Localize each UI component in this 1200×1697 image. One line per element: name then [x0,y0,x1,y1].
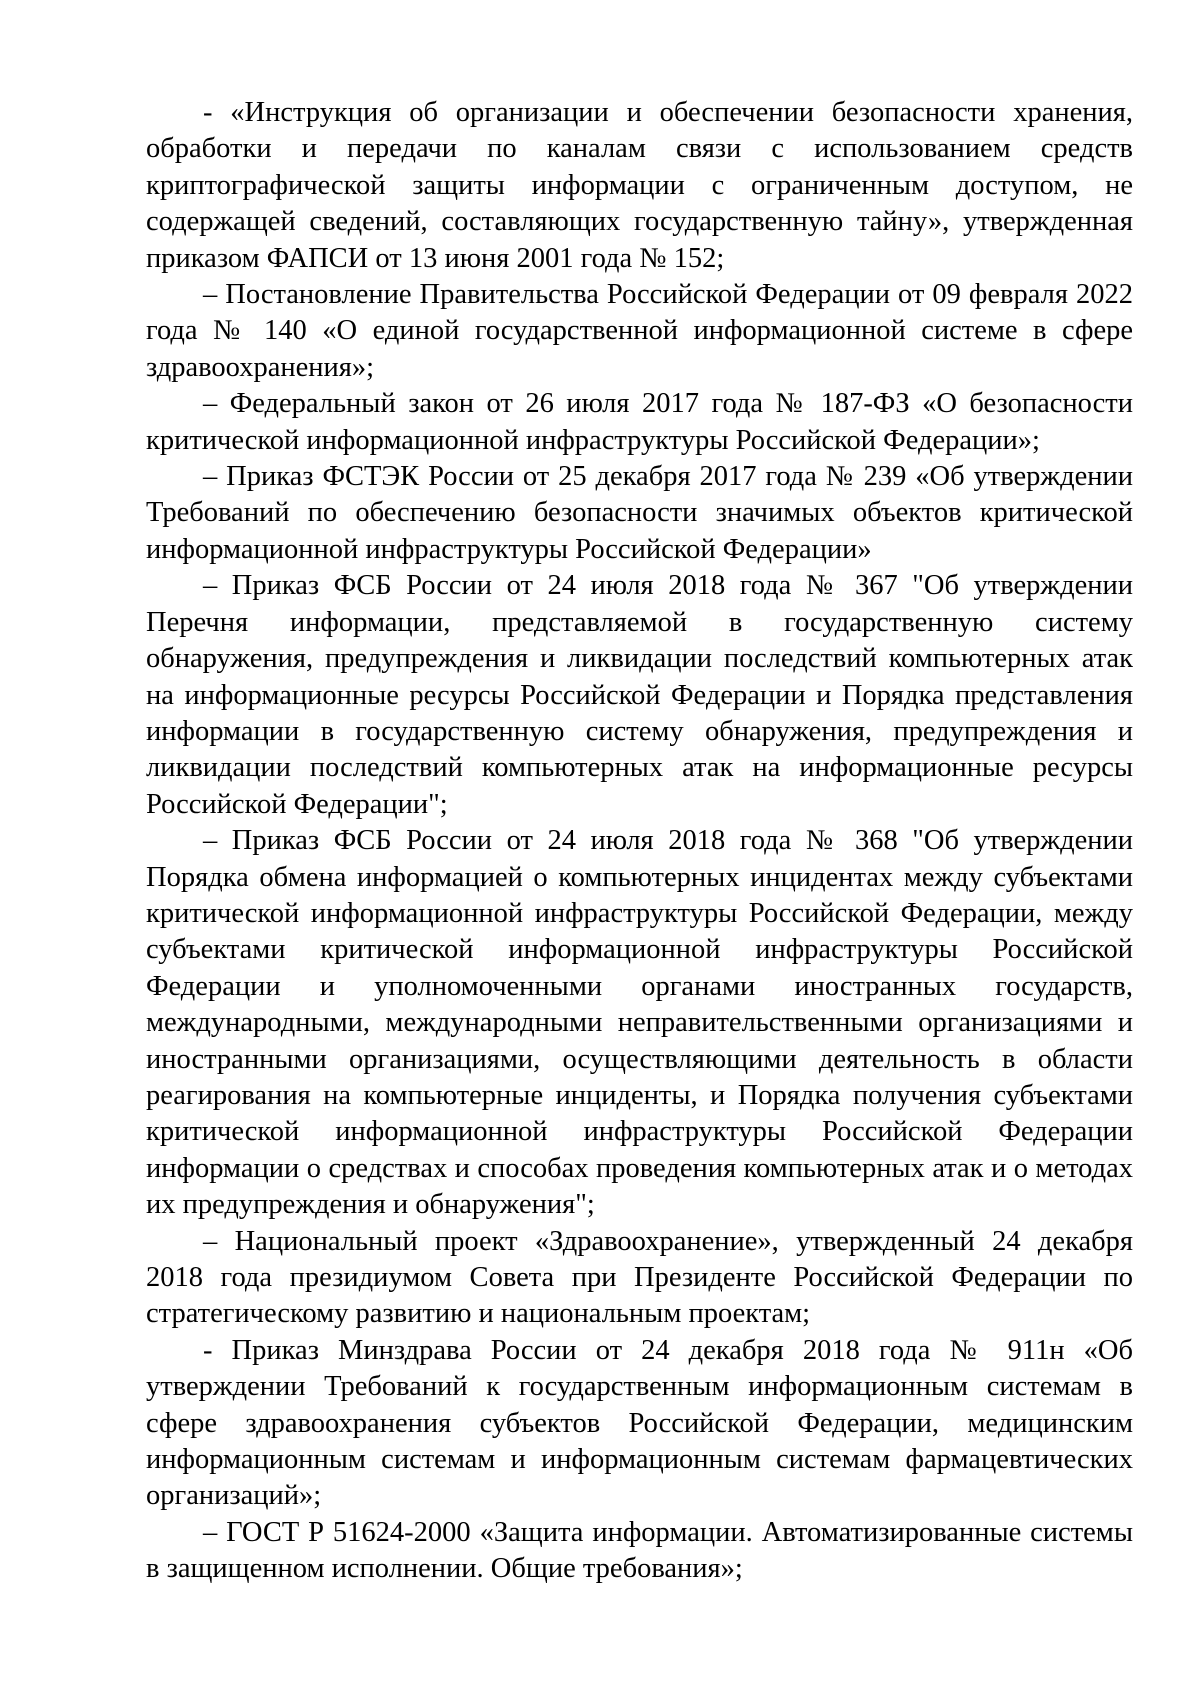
paragraph-minzdrav-order-911n: - Приказ Минздрава России от 24 декабря 2018 года № 911н «Об утверждении Требований к государственным информационным системам в сфере здравоохранения субъектов Российской Федерации, медицинским информационным системам и информационным системам фармацевтических организаций»; [146,1334,1133,1512]
paragraph-fapsi-instruction: - «Инструкция об организации и обеспечении безопасности хранения, обработки и передачи по каналам связи с использованием средств криптографической защиты информации с ограниченным доступом, не содержащей сведений, составляющих государственную тайну», утвержденная приказом ФАПСИ от 13 июня 2001 года № 152; [146,97,1133,274]
paragraph-federal-law-187: – Федеральный закон от 26 июля 2017 года № 187-ФЗ «О безопасности критической информационной инфраструктуры Российской Федерации»; [146,388,1133,456]
paragraph-fsb-order-367: – Приказ ФСБ России от 24 июля 2018 года № 367 "Об утверждении Перечня информации, представляемой в государственную систему обнаружения, предупреждения и ликвидации последствий компьютерных атак на информационные ресурсы Российской Федерации и Порядка представления информации в государственную систему обнаружения, предупреждения и ликвидации последствий компьютерных атак на информационные ресурсы Российской Федерации"; [146,570,1133,820]
paragraph-gost-51624: – ГОСТ Р 51624-2000 «Защита информации. Автоматизированные системы в защищенном исполнении. Общие требования»; [146,1516,1133,1585]
paragraph-fsb-order-368: – Приказ ФСБ России от 24 июля 2018 года № 368 "Об утверждении Порядка обмена информацией о компьютерных инцидентах между субъектами критической информационной инфраструктуры Российской Федерации, между субъектами критической информационной инфраструктуры Российской Федерации и уполномоченными органами иностранных государств, международными, международными неправительственными организациями и иностранными организациями, осуществляющими деятельность в области реагирования на компьютерные инциденты, и Порядка получения субъектами критической информационной инфраструктуры Российской Федерации информации о средствах и способах проведения компьютерных атак и о методах их предупреждения и обнаружения"; [146,825,1133,1221]
paragraph-fstec-order-239: – Приказ ФСТЭК России от 25 декабря 2017 года № 239 «Об утверждении Требований по обеспечению безопасности значимых объектов критической информационной инфраструктуры Российской Федерации» [146,461,1133,565]
paragraph-government-resolution-140: – Постановление Правительства Российской Федерации от 09 февраля 2022 года № 140 «О единой государственной информационной системе в сфере здравоохранения»; [146,279,1133,383]
document-body [146,95,1133,1588]
paragraph-national-project-healthcare: – Национальный проект «Здравоохранение», утвержденный 24 декабря 2018 года президиумом Совета при Президенте Российской Федерации по стратегическому развитию и национальным проектам; [146,1225,1133,1330]
